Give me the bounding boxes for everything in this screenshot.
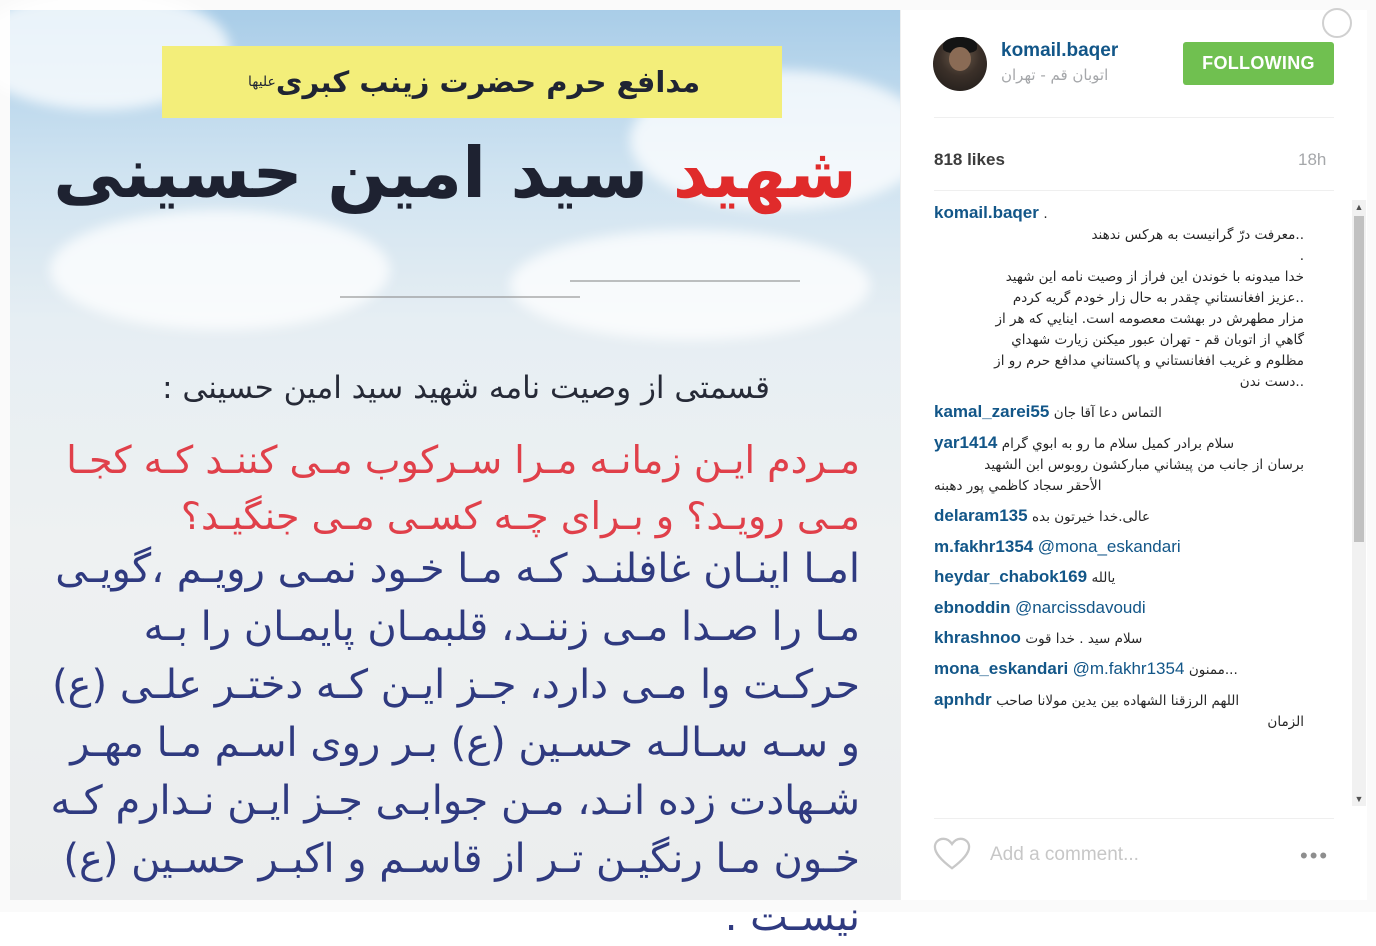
comment-item: [934, 566, 1350, 589]
watermark-logo: [1322, 8, 1352, 38]
comment-username[interactable]: delaram135: [934, 506, 1028, 525]
title-name: سید امین حسینی: [53, 132, 649, 214]
comment-item: [934, 597, 1350, 619]
comment-text-line: الزمان: [1267, 714, 1304, 730]
comment-item: [934, 658, 1350, 681]
comment-item: [934, 432, 1350, 497]
wall-crack: [340, 296, 580, 298]
poster-body-text: امـا اینـان غافلنـد کـه مـا خـود نمـی رویـم ،گویـی مـا را صـدا مـی زننـد، قلبمـان پایمـان را بـه حرکـت وا مـی دارد، جـز ایـن کـه دختـر علـی (ع) و سـه سـالـه حسـین (ع) بـر روی اسـم مـا مهـر شـهادت زده انـد، مـن جوابـی جـز ایـن نـدارم کـه خـون مـا رنگیـن تـر از قاسـم و اکبـر حسـین (ع) نیسـت .: [50, 546, 860, 940]
comment-username[interactable]: kamal_zarei55: [934, 402, 1050, 421]
comment-item: [934, 401, 1350, 424]
comment-text: سلام برادر كميل سلام ما رو به ابوي گرام: [1001, 436, 1235, 452]
comment-text: عالی.خدا خیرتون بده: [1032, 509, 1151, 525]
comment-input[interactable]: [988, 838, 1282, 872]
comment-username[interactable]: m.fakhr1354: [934, 537, 1034, 556]
scrollbar-thumb[interactable]: [1354, 216, 1364, 542]
comment-mention[interactable]: @mona_eskandari: [1037, 537, 1181, 556]
post-time[interactable]: 18h: [1298, 150, 1327, 169]
comment-username[interactable]: heydar_chabok169: [934, 567, 1088, 586]
comment-text: ممنون...: [1188, 662, 1238, 678]
post-username[interactable]: komail.baqer: [1001, 40, 1119, 61]
caption-line: ..دست ندن: [1239, 374, 1304, 390]
title-prefix: شهید: [672, 132, 857, 214]
comment-item: [934, 536, 1350, 558]
wall-crack: [570, 280, 800, 282]
caption-line: مزار مطهرش در بهشت معصومه است. اینایي که هر از: [995, 311, 1304, 327]
following-button[interactable]: FOLLOWING: [1183, 42, 1334, 85]
caption-line: مظلوم و غریب افغانستاني و پاکستاني مدافع حرم رو از: [994, 353, 1304, 369]
comment-mention[interactable]: @narcissdavoudi: [1014, 598, 1146, 617]
header-divider: [934, 117, 1334, 118]
cloud-decoration: [510, 230, 870, 340]
comment-username[interactable]: apnhdr: [934, 690, 992, 709]
comment-username[interactable]: khrashnoo: [934, 628, 1021, 647]
caption-line: ..عزیز افغانستاني چقدر به حال زار خودم گریه کردم: [1012, 290, 1304, 306]
banner-honorific: علیها: [247, 74, 276, 90]
poster-red-text: مـردم ایـن زمانـه مـرا سـرکوب مـی کننـد کـه کجـا مـی رویـد؟ و بـرای چـه کسـی مـی جنگیـد؟: [66, 438, 860, 538]
avatar-face: [949, 47, 971, 71]
more-options-icon[interactable]: •••: [1300, 843, 1330, 868]
comment-item: [934, 689, 1350, 733]
comment-username[interactable]: mona_eskandari: [934, 659, 1069, 678]
meta-divider: [934, 190, 1334, 191]
avatar[interactable]: [933, 37, 987, 91]
caption-line: خدا میدونه با خوندن این فراز از وصیت نامه این شهید: [1005, 269, 1304, 285]
footer-divider: [934, 818, 1334, 819]
caption-line: .: [1299, 248, 1304, 264]
likes-count[interactable]: 818 likes: [934, 150, 1005, 169]
scroll-up-arrow-icon[interactable]: ▲: [1354, 202, 1364, 212]
comments-list: [934, 202, 1350, 806]
comment-item: [934, 505, 1350, 528]
poster-title: [50, 132, 860, 214]
caption-line: .: [1043, 206, 1048, 222]
caption-line: ..معرفت درّ گرانیست به هرکس ندهند: [1091, 227, 1304, 243]
comment-item: [934, 627, 1350, 650]
cloud-decoration: [50, 210, 390, 330]
comment-text: يالله: [1091, 570, 1116, 586]
caption-username[interactable]: komail.baqer: [934, 203, 1039, 222]
comment-text: التماس دعا آقا جان: [1053, 405, 1162, 421]
poster-subtitle: قسمتی از وصیت نامه شهید سید امین حسینی :: [162, 370, 770, 406]
comment-username[interactable]: ebnoddin: [934, 598, 1011, 617]
comment-username[interactable]: yar1414: [934, 433, 998, 452]
comment-text-line: برسان از جانب من پیشاني مباركشون روبوس ابن الشهيد: [984, 457, 1304, 473]
caption-line: گاهي از اتوبان قم - تهران عبور میکنن زیارت شهداي: [1011, 332, 1304, 348]
scroll-down-arrow-icon[interactable]: ▼: [1354, 794, 1364, 804]
comment-text: سلام سید . خدا قوت: [1025, 631, 1143, 647]
comment-text: اللهم الرزقنا الشهاده بین یدین مولانا صاحب: [996, 693, 1240, 709]
post-image[interactable]: [10, 10, 900, 940]
post-location[interactable]: اتوبان قم - تهران: [1001, 66, 1109, 84]
poster-banner: [162, 46, 782, 118]
comment-text-line: الأحقر سجاد كاظمي پور دهبنه: [934, 478, 1102, 494]
caption: [934, 202, 1350, 393]
comments-scrollbar[interactable]: [1352, 200, 1366, 806]
banner-text: مدافع حرم حضرت زینب کبری: [275, 65, 701, 99]
heart-icon[interactable]: [933, 836, 971, 872]
comment-mention[interactable]: @m.fakhr1354: [1072, 659, 1185, 678]
